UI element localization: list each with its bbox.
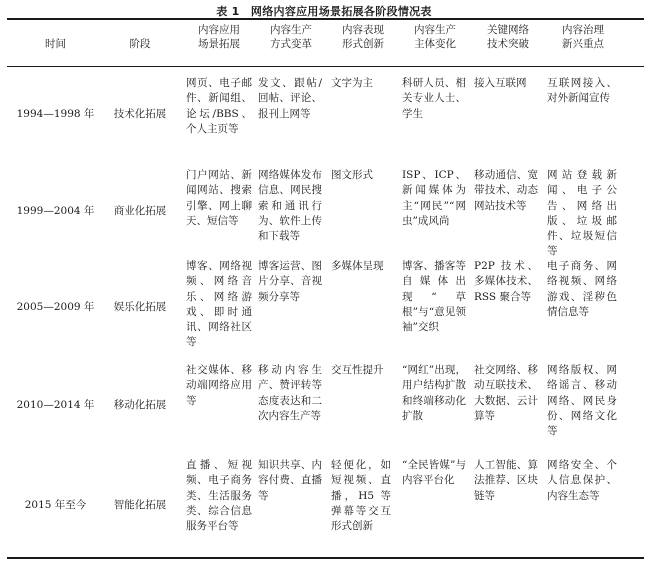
form-cell: 多媒体呈现	[331, 260, 384, 272]
column-header	[470, 23, 546, 51]
table-caption: 表 1 网络内容应用场景拓展各阶段情况表	[216, 5, 432, 18]
scenario-cell: 门户网站、新闻网站、搜索引擎、网上聊天、短信等	[186, 169, 252, 227]
table-bottom-rule	[7, 557, 644, 559]
column-header-line: 内容生产	[414, 24, 456, 36]
production-cell: 博客运营、图片分享、音视频分享等	[258, 260, 322, 303]
column-header	[104, 37, 176, 51]
time-cell: 1999—2004 年	[16, 205, 95, 217]
form-cell: 文字为主	[331, 77, 373, 89]
scenario-cell: 社交媒体、移动端网络应用等	[186, 364, 252, 407]
column-header-line: 内容治理	[562, 24, 604, 36]
column-header-line: 技术突破	[487, 38, 529, 50]
production-cell: 知识共享、内容付费、直播等	[258, 459, 322, 502]
subject-cell: “网红”出现，用户结构扩散和终端移动化扩散	[402, 364, 466, 422]
scenario-cell: 博客、网络视频、网络音乐、网络游戏、即时通讯、网络社区等	[186, 260, 252, 349]
time-cell: 2005—2009 年	[16, 301, 95, 313]
form-cell: 交互性提升	[331, 364, 384, 376]
governance-cell: 网站登载新闻、电子公告、网络出版、垃圾邮件、垃圾短信等	[547, 169, 617, 258]
production-cell: 发文、跟帖/回帖、评论、报刊上网等	[258, 77, 322, 120]
stage-cell: 娱乐化拓展	[113, 301, 167, 313]
column-header-line: 内容生产	[270, 24, 312, 36]
tech-cell: P2P 技术、多媒体技术、RSS 聚合等	[474, 260, 538, 303]
form-cell: 图文形式	[331, 169, 373, 181]
governance-cell: 网络版权、网络谣言、移动网络、网民身份、网络文化等	[547, 364, 617, 438]
subject-cell: 博客、播客等自媒体出现“草根”与“意见领袖”交织	[402, 260, 466, 334]
time-cell: 1994—1998 年	[16, 108, 95, 120]
column-header	[254, 23, 328, 51]
production-cell: 移动内容生产、赞评转等态度表达和二次内容生产等	[258, 364, 322, 422]
column-header-line: 内容应用	[198, 24, 240, 36]
column-header-line: 主体变化	[414, 38, 456, 50]
subject-cell: ISP、ICP、新闻媒体为主“网民”“网虫”成风尚	[402, 169, 466, 227]
column-header	[182, 23, 256, 51]
time-cell: 2010—2014 年	[16, 399, 95, 411]
governance-cell: 电子商务、网络视频、网络游戏、淫秽色情信息等	[547, 260, 617, 318]
column-header-line: 形式创新	[342, 38, 384, 50]
scenario-cell: 直播、短视频、电子商务类、生活服务类、综合信息服务平台等	[186, 459, 252, 533]
stage-cell: 移动化拓展	[113, 399, 167, 411]
column-header-line: 方式变革	[270, 38, 312, 50]
tech-cell: 人工智能、算法推荐、区块链等	[474, 459, 538, 502]
scenario-cell: 网页、电子邮件、新闻组、论坛/BBS、个人主页等	[186, 77, 252, 135]
column-header	[398, 23, 472, 51]
column-header-line: 阶段	[129, 38, 151, 50]
column-header-line: 新兴重点	[562, 38, 604, 50]
column-header-line: 场景拓展	[198, 38, 240, 50]
stage-cell: 商业化拓展	[113, 205, 167, 217]
table-header-rule	[7, 66, 644, 67]
production-cell: 网络媒体发布信息、网民搜索和通讯行为、软件上传和下载等	[258, 169, 322, 243]
subject-cell: “全民皆媒”与内容平台化	[402, 459, 466, 487]
governance-cell: 网络安全、个人信息保护、内容生态等	[547, 459, 617, 502]
column-header	[326, 23, 400, 51]
form-cell: 轻便化，如短视频、直播，H5 等弹幕等交互形式创新	[331, 459, 391, 533]
column-header-line: 时间	[45, 38, 66, 50]
column-header-line: 关键网络	[487, 24, 529, 36]
column-header-line: 内容表现	[342, 24, 384, 36]
table-top-rule	[7, 18, 644, 20]
tech-cell: 接入互联网	[474, 77, 527, 89]
tech-cell: 移动通信、宽带技术、动态网站技术等	[474, 169, 538, 212]
governance-cell: 互联网接入、对外新闻宣传	[547, 77, 617, 105]
tech-cell: 社交网络、移动互联技术、大数据、云计算等	[474, 364, 538, 422]
column-header	[544, 23, 622, 51]
stage-cell: 智能化拓展	[113, 499, 167, 511]
stage-cell: 技术化拓展	[113, 108, 167, 120]
column-header	[7, 37, 104, 51]
subject-cell: 科研人员、相关专业人士、学生	[402, 77, 466, 120]
time-cell: 2015 年至今	[24, 499, 87, 511]
